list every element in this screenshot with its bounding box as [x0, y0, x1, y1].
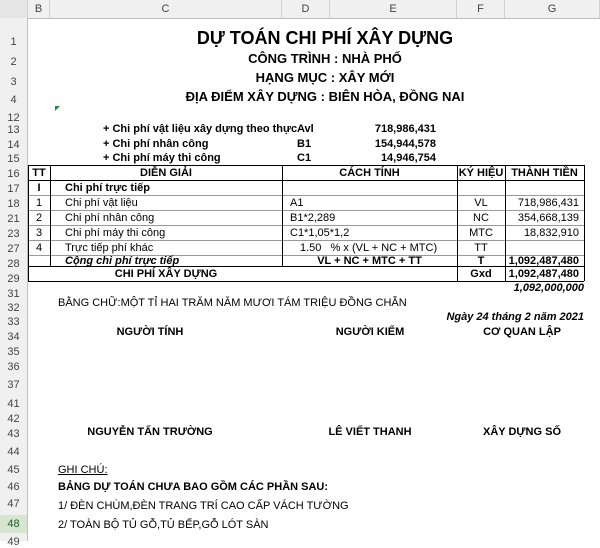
row-code: NC — [473, 212, 489, 224]
notes-label: GHI CHÚ: — [58, 464, 108, 476]
row-header-selected[interactable]: 48 — [0, 515, 27, 533]
column-header-g[interactable]: G — [505, 0, 600, 18]
subtotal-formula: VL + NC + MTC + TT — [317, 255, 422, 267]
row-header[interactable]: 31 — [7, 288, 20, 300]
row-header[interactable]: 44 — [7, 446, 20, 458]
group-label: Chi phí trực tiếp — [65, 182, 150, 194]
amount-in-words: BẰNG CHỮ:MỘT TỈ HAI TRĂM NĂM MƯƠI TÁM TRIỆU ĐỒNG CHẴN — [58, 297, 407, 309]
signer-role-1: NGƯỜI TÍNH — [116, 326, 184, 338]
row-header[interactable]: 29 — [7, 273, 20, 285]
row-header[interactable]: 27 — [7, 243, 20, 255]
row-code: VL — [474, 197, 488, 209]
row-header[interactable]: 18 — [7, 198, 20, 210]
total-amount: 1,092,487,480 — [508, 268, 579, 280]
col-header-tt: TT — [32, 167, 46, 179]
row-header[interactable]: 46 — [7, 481, 20, 493]
row-formula: B1*2,289 — [290, 212, 336, 224]
column-header-d[interactable]: D — [282, 0, 330, 18]
signer-name-1: NGUYỄN TẤN TRƯỜNG — [87, 426, 213, 438]
row-header[interactable]: 1 — [10, 36, 17, 48]
row-header[interactable]: 16 — [7, 168, 20, 180]
row-header[interactable]: 4 — [10, 94, 17, 106]
notes-item: 1/ ĐÈN CHÙM,ĐÈN TRANG TRÍ CAO CẤP VÁCH TƯỜNG — [58, 500, 349, 512]
summary-code: Avl — [297, 123, 314, 135]
col-header-dien-giai: DIỄN GIẢI — [140, 167, 192, 179]
summary-label: + Chi phí máy thi công — [103, 152, 221, 164]
column-header-b[interactable]: B — [28, 0, 50, 18]
row-header[interactable]: 49 — [7, 536, 20, 548]
row-header[interactable]: 34 — [7, 331, 20, 343]
row-tt: 3 — [35, 227, 43, 239]
sheet-title: DỰ TOÁN CHI PHÍ XÂY DỰNG — [196, 28, 454, 48]
subtotal-label: Cộng chi phí trực tiếp — [65, 255, 180, 267]
row-header[interactable]: 35 — [7, 346, 20, 358]
total-code: Gxd — [470, 268, 492, 280]
signer-name-3: XÂY DỰNG SỐ — [483, 426, 561, 438]
rounded-total: 1,092,000,000 — [513, 282, 584, 294]
row-label: Chi phí vật liệu — [65, 197, 138, 209]
row-label: Trực tiếp phí khác — [65, 242, 154, 254]
signer-role-2: NGƯỜI KIỂM — [335, 326, 405, 338]
row-amount: 718,986,431 — [517, 197, 579, 209]
summary-value: 718,986,431 — [374, 123, 436, 135]
group-tt: I — [37, 182, 41, 194]
row-amount: 354,668,139 — [517, 212, 579, 224]
row-tt: 4 — [35, 242, 43, 254]
summary-value: 14,946,754 — [380, 152, 436, 164]
notes-heading: BẢNG DỰ TOÁN CHƯA BAO GỒM CÁC PHẦN SAU: — [58, 481, 329, 493]
cell-comment-indicator — [55, 106, 60, 111]
signing-date: Ngày 24 tháng 2 năm 2021 — [446, 311, 584, 323]
total-label: CHI PHÍ XÂY DỰNG — [114, 268, 218, 280]
row-header[interactable]: 42 — [7, 413, 20, 425]
row-header[interactable]: 47 — [7, 498, 20, 510]
row-code: MTC — [469, 227, 493, 239]
row-formula: 1.50 % x (VL + NC + MTC) — [300, 242, 438, 254]
column-header-bar — [0, 0, 600, 19]
row-tt: 1 — [35, 197, 43, 209]
column-header-f[interactable]: F — [457, 0, 505, 18]
summary-code: B1 — [297, 138, 312, 150]
summary-code: C1 — [297, 152, 312, 164]
row-header[interactable]: 33 — [7, 316, 20, 328]
subtotal-amount: 1,092,487,480 — [508, 255, 579, 267]
signer-name-2: LÊ VIẾT THANH — [328, 426, 412, 438]
row-header[interactable]: 23 — [7, 228, 20, 240]
select-all-corner[interactable] — [0, 0, 28, 18]
row-header[interactable]: 36 — [7, 361, 20, 373]
row-code: TT — [474, 242, 488, 254]
row-amount: 18,832,910 — [523, 227, 579, 239]
row-header[interactable]: 28 — [7, 258, 20, 270]
row-header[interactable]: 43 — [7, 428, 20, 440]
summary-label: + Chi phí nhân công — [103, 138, 209, 150]
row-header-bar — [0, 18, 28, 548]
row-header[interactable]: 45 — [7, 464, 20, 476]
row-header[interactable]: 21 — [7, 213, 20, 225]
summary-value: 154,944,578 — [374, 138, 436, 150]
project-name: CÔNG TRÌNH : NHÀ PHỐ — [248, 51, 402, 66]
row-header[interactable]: 32 — [7, 302, 20, 314]
col-header-thanh-tien: THÀNH TIỀN — [511, 167, 578, 179]
row-label: Chi phí nhân công — [65, 212, 155, 224]
row-header[interactable]: 2 — [10, 56, 17, 68]
row-header[interactable]: 15 — [7, 153, 20, 165]
work-item: HẠNG MỤC : XÂY MỚI — [255, 70, 395, 85]
col-header-ky-hieu: KÝ HIỆU — [458, 167, 504, 179]
row-header[interactable]: 12 — [7, 112, 20, 124]
row-header[interactable]: 14 — [7, 139, 20, 151]
row-label: Chi phí máy thi công — [65, 227, 166, 239]
row-header[interactable]: 17 — [7, 183, 20, 195]
column-header-c[interactable]: C — [50, 0, 282, 18]
row-formula: A1 — [290, 197, 304, 209]
row-header[interactable]: 37 — [7, 379, 20, 391]
subtotal-code: T — [477, 255, 485, 267]
row-header[interactable]: 41 — [7, 398, 20, 410]
row-header[interactable]: 13 — [7, 124, 20, 136]
row-formula: C1*1,05*1,2 — [290, 227, 350, 239]
column-header-e[interactable]: E — [330, 0, 457, 18]
location: ĐỊA ĐIỂM XÂY DỰNG : BIÊN HÒA, ĐỒNG NAI — [185, 89, 465, 104]
summary-label: + Chi phí vật liệu xây dựng theo thực — [103, 123, 298, 135]
signer-role-3: CƠ QUAN LẬP — [483, 326, 561, 338]
notes-item: 2/ TOÀN BỘ TỦ GỖ,TỦ BẾP,GỖ LÓT SÀN — [58, 519, 269, 531]
row-tt: 2 — [35, 212, 43, 224]
row-header[interactable]: 3 — [10, 76, 17, 88]
col-header-cach-tinh: CÁCH TÍNH — [339, 167, 400, 179]
